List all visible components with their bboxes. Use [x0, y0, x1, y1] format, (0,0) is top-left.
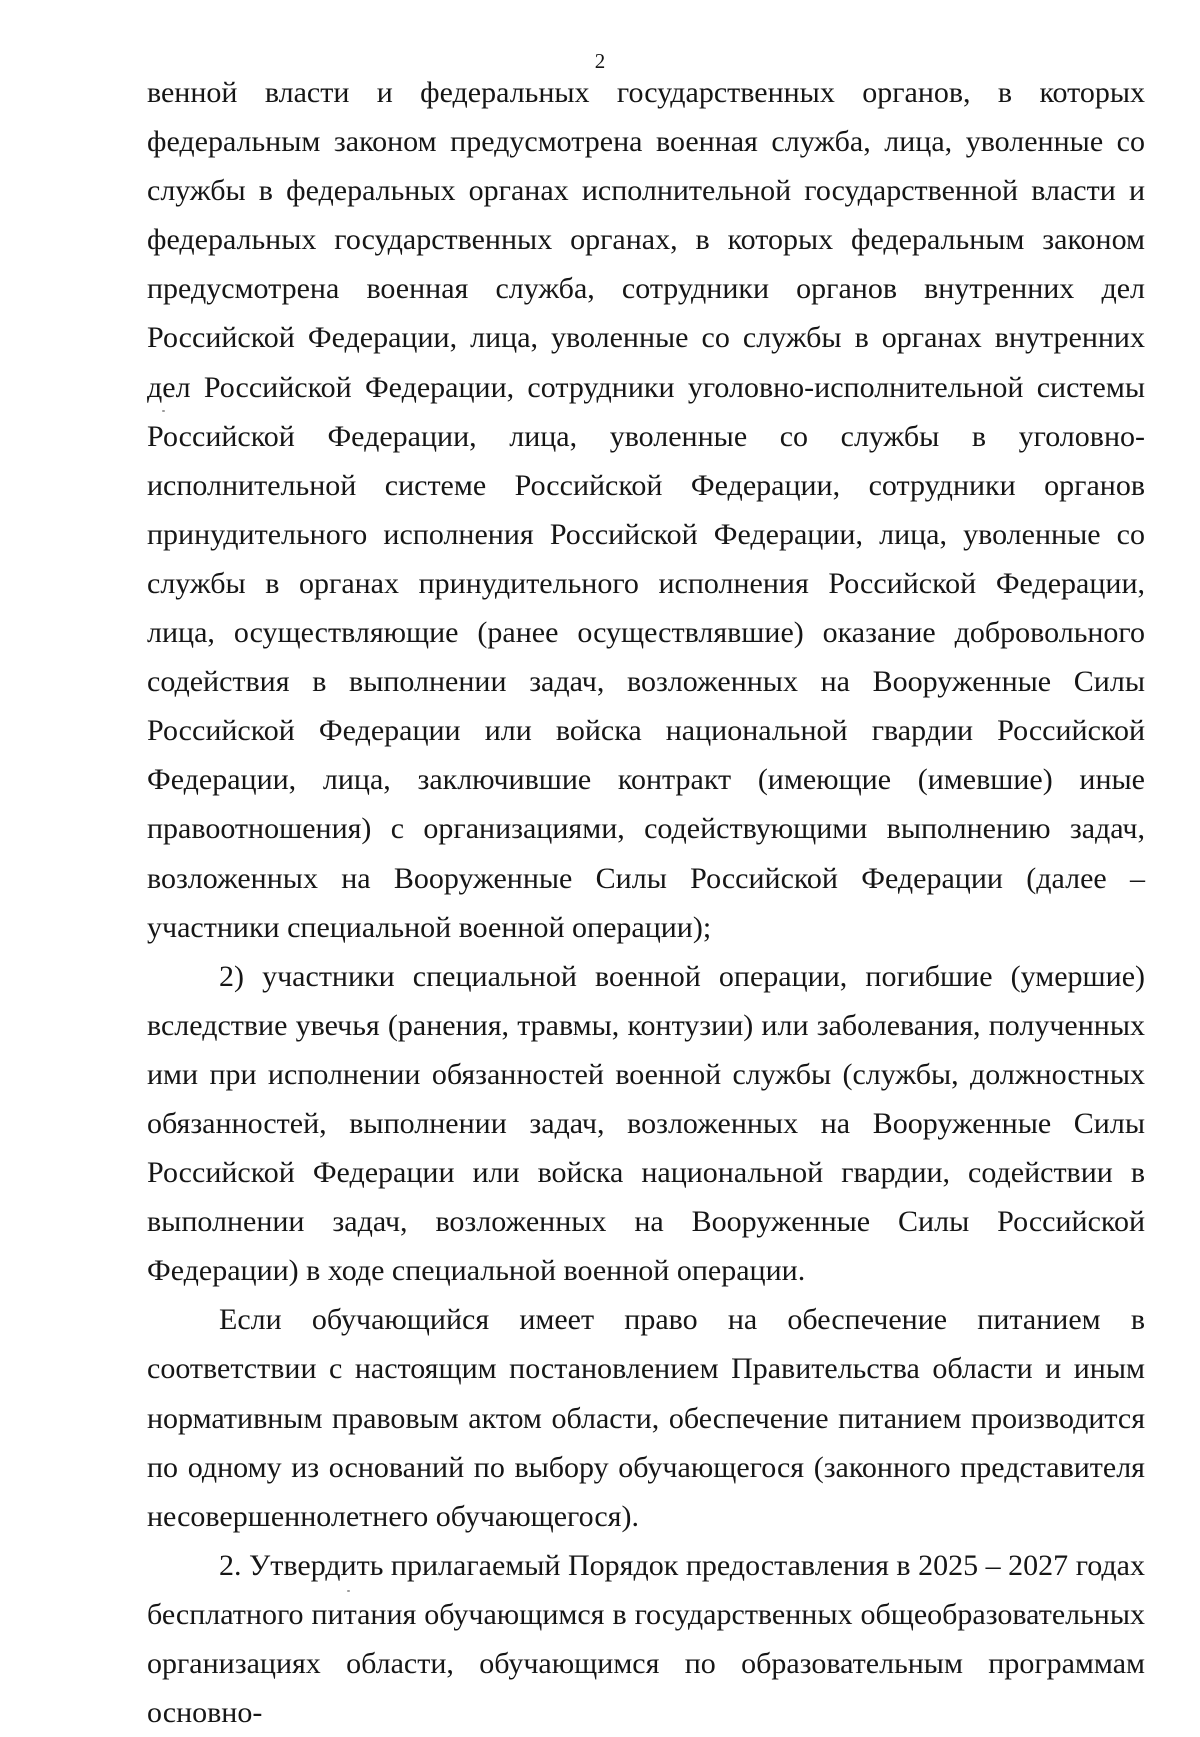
paragraph-nutrition-choice: Если обучающийся имеет право на обеспечение питанием в соответствии с настоящим постановлением Правительства области и иным нормативным правовым актом области, обеспечение питанием производится по одному из оснований по выбору обучающегося (законного представителя несовершеннолетнего обучающегося).: [147, 1303, 1145, 1533]
page-number: 2: [594, 49, 606, 73]
scan-speck: [162, 410, 165, 412]
document-body: [147, 68, 1145, 1737]
paragraph-item-2: 2) участники специальной военной операции, погибшие (умершие) вследствие увечья (ранения, травмы, контузии) или заболевания, полученных ими при исполнении обязанностей военной службы (службы, должностных обязанностей, выполнении задач, возложенных на Вооруженные Силы Российской Федерации или войска национальной гвардии, содействии в выполнении задач, возложенных на Вооруженные Силы Российской Федерации) в ходе специальной военной операции.: [147, 959, 1145, 1288]
paragraph-continuation: венной власти и федеральных государственных органов, в которых федеральным законом предусмотрена военная служба, лица, уволенные со службы в федеральных органах исполнительной государственной власти и федеральных государственных органах, в которых федеральным законом предусмотрена военная служба, сотрудники органов внутренних дел Российской Федерации, лица, уволенные со службы в органах внутренних дел Российской Федерации, сотрудники уголовно-исполнительной системы Российской Федерации, лица, уволенные со службы в уголовно-исполнительной системе Российской Федерации, сотрудники органов принудительного исполнения Российской Федерации, лица, уволенные со службы в органах принудительного исполнения Российской Федерации, лица, осуществляющие (ранее осуществлявшие) оказание добровольного содействия в выполнении задач, возложенных на Вооруженные Силы Российской Федерации или войска национальной гвардии Российской Федерации, лица, заключившие контракт (имеющие (имевшие) иные правоотношения) с организациями, содействующими выполнению задач, возложенных на Вооруженные Силы Российской Федерации (далее – участники специальной военной операции);: [147, 76, 1145, 944]
paragraph-clause-2: 2. Утвердить прилагаемый Порядок предоставления в 2025 – 2027 годах бесплатного питания обучающимся в государственных общеобразовательных организациях области, обучающимся по образовательным программам основно-: [147, 1548, 1145, 1730]
scan-speck: [347, 1590, 350, 1592]
